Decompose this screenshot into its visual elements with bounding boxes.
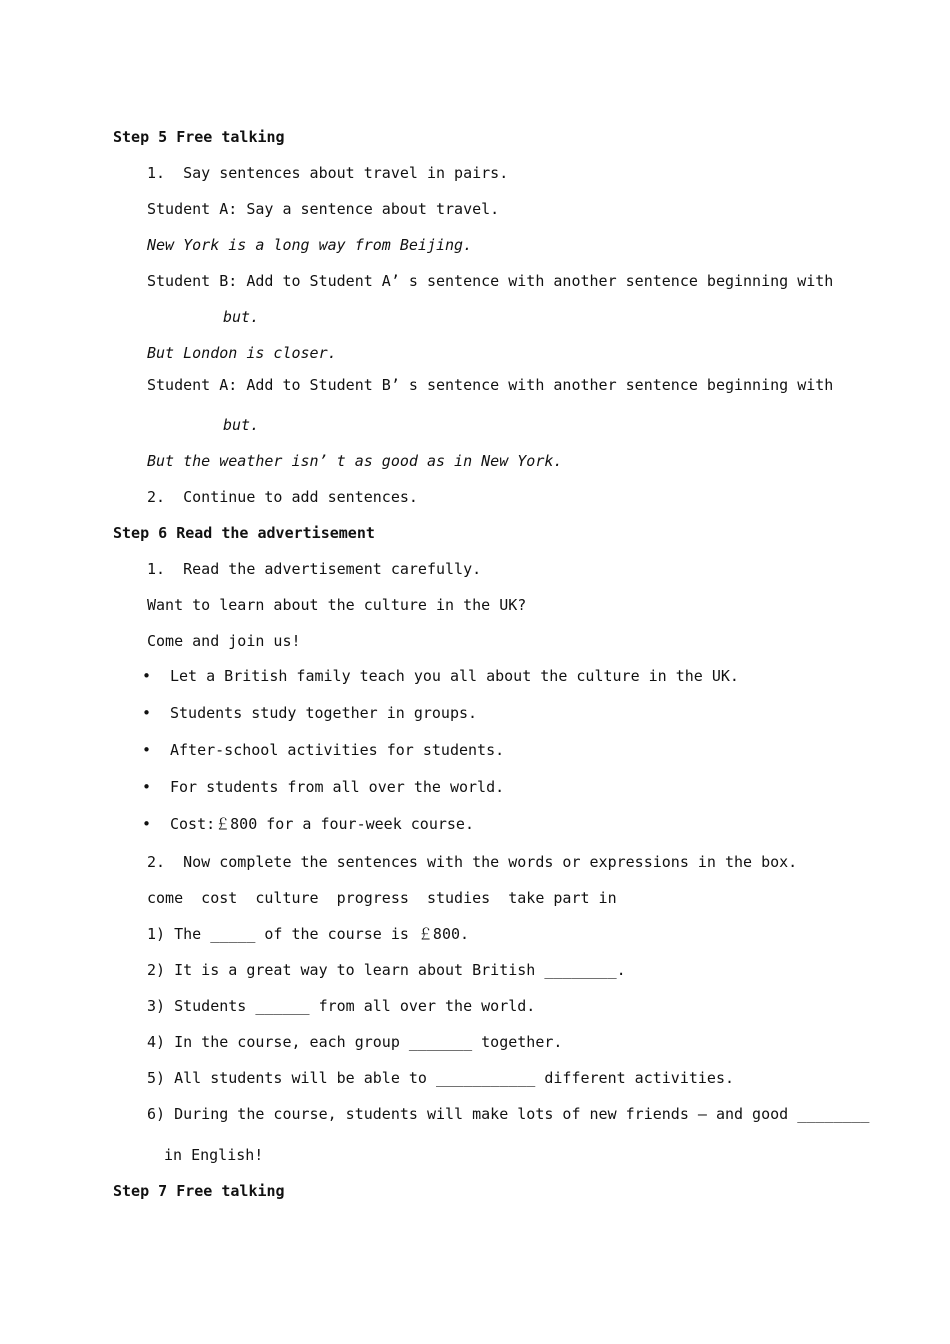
bullet-dot-icon: • xyxy=(142,741,152,759)
list-item-text: For students from all over the world. xyxy=(170,778,505,796)
step5-heading: Step 5 Free talking xyxy=(113,128,285,146)
student-a-instruction-2: Student A: Add to Student B’ s sentence with another sentence beginning with xyxy=(147,376,834,394)
but-word-1: but. xyxy=(223,308,260,326)
advertisement-line-2: Come and join us! xyxy=(147,632,301,650)
step5-item1: 1. Say sentences about travel in pairs. xyxy=(147,164,509,182)
sentence-6-continuation: in English! xyxy=(164,1146,264,1164)
sentence-2: 2) It is a great way to learn about British ________. xyxy=(147,961,626,979)
bullet-dot-icon: • xyxy=(142,778,152,796)
step6-item1: 1. Read the advertisement carefully. xyxy=(147,560,482,578)
student-b-instruction: Student B: Add to Student A’ s sentence with another sentence beginning with xyxy=(147,272,834,290)
step5-item2: 2. Continue to add sentences. xyxy=(147,488,418,506)
list-item-text: Let a British family teach you all about the culture in the UK. xyxy=(170,667,739,685)
sentence-5: 5) All students will be able to ___________ different activities. xyxy=(147,1069,734,1087)
sentence-3: 3) Students ______ from all over the world. xyxy=(147,997,536,1015)
sentence-1: 1) The _____ of the course is ￡800. xyxy=(147,925,470,943)
list-item-text: Cost:￡800 for a four-week course. xyxy=(170,815,474,833)
step6-heading: Step 6 Read the advertisement xyxy=(113,524,375,542)
step7-heading: Step 7 Free talking xyxy=(113,1182,285,1200)
advertisement-line-1: Want to learn about the culture in the UK? xyxy=(147,596,527,614)
bullet-dot-icon: • xyxy=(142,815,152,833)
sentence-6: 6) During the course, students will make lots of new friends — and good ________ xyxy=(147,1105,870,1123)
student-a-instruction: Student A: Say a sentence about travel. xyxy=(147,200,500,218)
list-item-text: After-school activities for students. xyxy=(170,741,505,759)
bullet-dot-icon: • xyxy=(142,704,152,722)
step6-item2: 2. Now complete the sentences with the words or expressions in the box. xyxy=(147,853,798,871)
list-item-text: Students study together in groups. xyxy=(170,704,478,722)
bullet-dot-icon: • xyxy=(142,667,152,685)
example-sentence-1: New York is a long way from Beijing. xyxy=(147,236,473,254)
word-box: come cost culture progress studies take part in xyxy=(147,889,617,907)
example-sentence-2: But London is closer. xyxy=(147,344,337,362)
example-sentence-3: But the weather isn’ t as good as in New York. xyxy=(147,452,563,470)
but-word-2: but. xyxy=(223,416,260,434)
sentence-4: 4) In the course, each group _______ together. xyxy=(147,1033,563,1051)
